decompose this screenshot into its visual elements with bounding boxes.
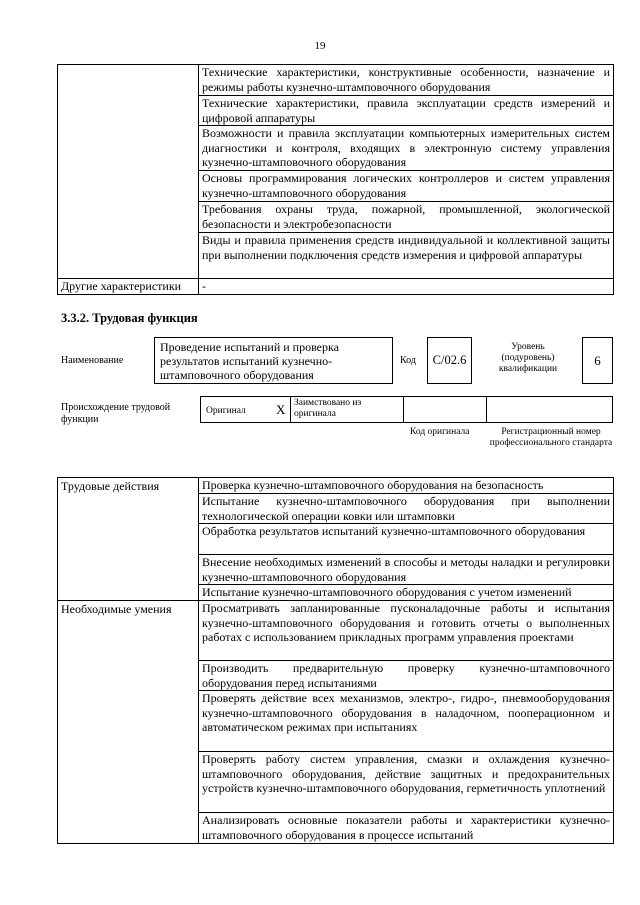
registration-number-caption: Регистрационный номер профессионального стандарта [489,427,613,448]
table-row: Производить предварительную проверку кузнечно-штамповочного оборудования перед испытаниями [199,661,614,691]
original-label: Оригинал [206,406,246,416]
name-box [154,337,393,384]
table-row: Виды и правила применения средств индивидуальной и коллективной защиты при выполнении подключения средств измерения и цифровой аппаратуры [199,233,614,279]
original-mark: X [276,402,286,417]
code-value: С/02.6 [432,353,467,367]
level-label: Уровень (подуровень) квалификации [498,342,558,374]
code-box [427,337,472,384]
table-row: Технические характеристики, правила эксплуатации средств измерений и цифровой аппаратуры [199,96,614,126]
table-row: Испытание кузнечно-штамповочного оборудования с учетом изменений [199,585,614,601]
table-row: Возможности и правила эксплуатации компьютерных измерительных систем диагностики и контроля, входящих в электронную систему управления кузнечно-штамповочного оборудования [199,126,614,171]
table-row: Обработка результатов испытаний кузнечно-штамповочного оборудования [199,524,614,555]
table-row: Требования охраны труда, пожарной, промышленной, экологической безопасности и электробезопасности [199,202,614,233]
table-left-blank-cell [58,65,199,279]
table-row: Анализировать основные показатели работы и характеристики кузнечно-штамповочного оборудования в процессе испытаний [199,813,614,844]
table-row: Проверять действие всех механизмов, электро-, гидро-, пневмооборудования кузнечно-штамповочного оборудования в наладочном, пооперационном и автоматическом режимах при испытаниях [199,691,614,752]
code-label: Код [400,355,416,366]
registration-number-box [486,396,613,423]
original-code-box [403,396,487,423]
table-row: Проверять работу систем управления, смазки и охлаждения кузнечно-штамповочного оборудования, действие защитных и предохранительных устройств кузнечно-штамповочного оборудования, герметичность уплотнений [199,752,614,813]
level-box [582,337,613,384]
borrowed-box [290,396,404,423]
table-row: Технические характеристики, конструктивные особенности, назначение и режимы работы кузнечно-штамповочного оборудования [199,65,614,96]
knowledge-table [57,64,614,295]
labor-function-table [57,477,614,844]
name-label: Наименование [61,355,124,366]
page-number: 19 [314,40,326,52]
origin-label: Происхождение трудовой функции [61,402,171,425]
function-name: Проведение испытаний и проверка результатов испытаний кузнечно-штамповочного оборудования [160,340,339,382]
required-skills-label: Необходимые умения [58,601,199,844]
level-value: 6 [594,352,601,368]
section-title: 3.3.2. Трудовая функция [61,311,198,325]
original-box [200,396,291,423]
table-row: Внесение необходимых изменений в способы и методы наладки и регулировки кузнечно-штамповочного оборудования [199,555,614,585]
borrowed-label: Заимствовано из оригинала [294,398,362,419]
table-row: Основы программирования логических контроллеров и систем управления кузнечно-штамповочного оборудования [199,171,614,202]
table-row: Проверка кузнечно-штамповочного оборудования на безопасность [199,478,614,494]
other-characteristics-value: - [199,279,614,295]
table-row: Испытание кузнечно-штамповочного оборудования при выполнении технологической операции ковки или штамповки [199,494,614,524]
other-characteristics-label: Другие характеристики [58,279,199,295]
labor-actions-label: Трудовые действия [58,478,199,601]
table-row: Просматривать запланированные пусконаладочные работы и испытания кузнечно-штамповочного оборудования и готовить отчеты о выполненных работах с использованием прикладных программ управления проектами [199,601,614,661]
original-code-caption: Код оригинала [410,427,470,437]
